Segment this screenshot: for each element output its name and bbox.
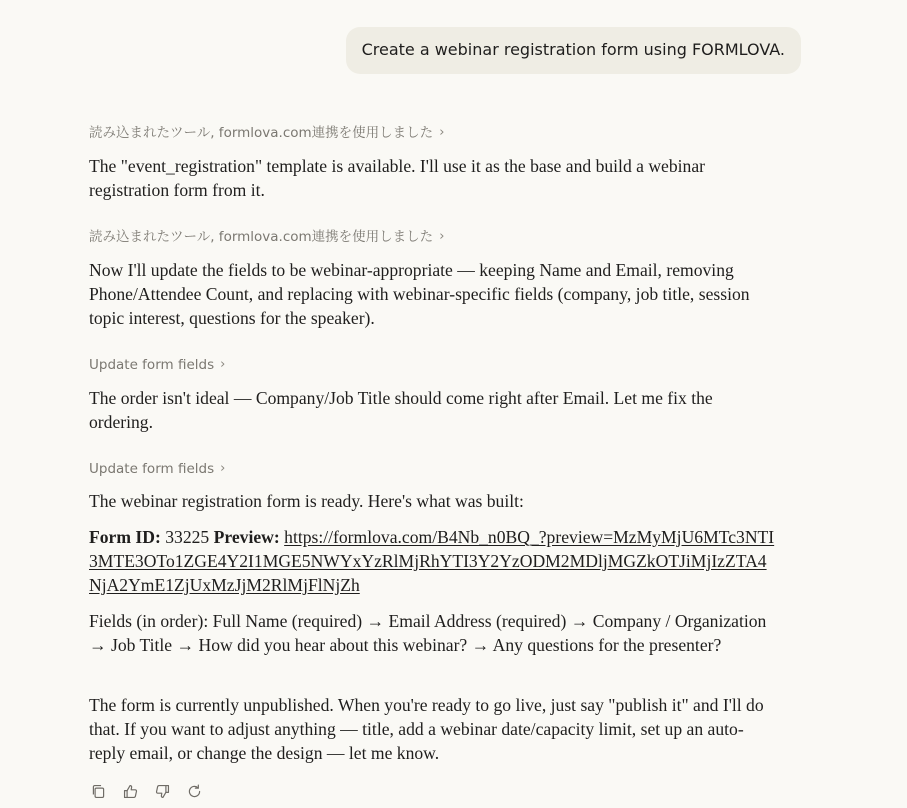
response-paragraph: The webinar registration form is ready. Here's what was built: — [89, 491, 524, 511]
response-paragraph: Fields (in order): Full Name (required) → Email Address (required) → Company / Organization → Job Title → How did you hear about this webinar? → Any questions for the presenter? — [89, 611, 767, 655]
tool-call-label: Update form fields — [89, 356, 215, 373]
tool-call-summary[interactable] — [89, 122, 444, 143]
thumbs-down-button[interactable] — [153, 782, 172, 801]
user-message-bubble: Create a webinar registration form using FORMLOVA. — [346, 27, 801, 74]
retry-icon — [186, 783, 203, 800]
retry-button[interactable] — [185, 782, 204, 801]
chevron-right-icon: › — [220, 461, 226, 476]
form-id-label: Form ID: — [89, 527, 161, 547]
thumbs-down-icon — [154, 783, 171, 800]
preview-link[interactable]: https://formlova.com/B4Nb_n0BQ_?preview=MzMyMjU6MTc3NTI3MTE3OTo1ZGE4Y2I1MGE5NWYxYzRlMjRhYTI3Y2YzODM2MDljMGZkOTJiMjIzZTA4NjA2YmE1ZjUxMzJjM2RlMjFlNjZh — [89, 527, 775, 595]
tool-call-label: 読み込まれたツール, formlova.com連携を使用しました — [89, 124, 434, 141]
copy-icon — [90, 783, 107, 800]
form-id-value: 33225 — [165, 527, 210, 547]
response-paragraph: Now I'll update the fields to be webinar-appropriate — keeping Name and Email, removing Phone/Attendee Count, and replacing with webinar-specific fields (company, job title, session topic interest, questions for the speaker). — [89, 260, 750, 328]
tool-call-summary[interactable] — [89, 226, 444, 247]
tool-call-label: 読み込まれたツール, formlova.com連携を使用しました — [89, 228, 434, 245]
thumbs-up-button[interactable] — [121, 782, 140, 801]
message-actions — [89, 782, 204, 801]
thumbs-up-icon — [122, 783, 139, 800]
chevron-right-icon: › — [439, 125, 445, 140]
form-details — [89, 525, 779, 597]
copy-button[interactable] — [89, 782, 108, 801]
response-paragraph: The "event_registration" template is available. I'll use it as the base and build a webinar registration form from it. — [89, 156, 706, 200]
chevron-right-icon: › — [439, 229, 445, 244]
tool-call-summary[interactable] — [89, 458, 225, 479]
tool-call-summary[interactable] — [89, 354, 225, 375]
tool-call-label: Update form fields — [89, 460, 215, 477]
chevron-right-icon: › — [220, 357, 226, 372]
preview-label: Preview: — [213, 527, 280, 547]
response-paragraph: The form is currently unpublished. When you're ready to go live, just say "publish it" and I'll do that. If you want to adjust anything — title, add a webinar date/capacity limit, set up an auto-reply email, or change the design — let me know. — [89, 695, 764, 763]
response-paragraph: The order isn't ideal — Company/Job Title should come right after Email. Let me fix the ordering. — [89, 388, 713, 432]
